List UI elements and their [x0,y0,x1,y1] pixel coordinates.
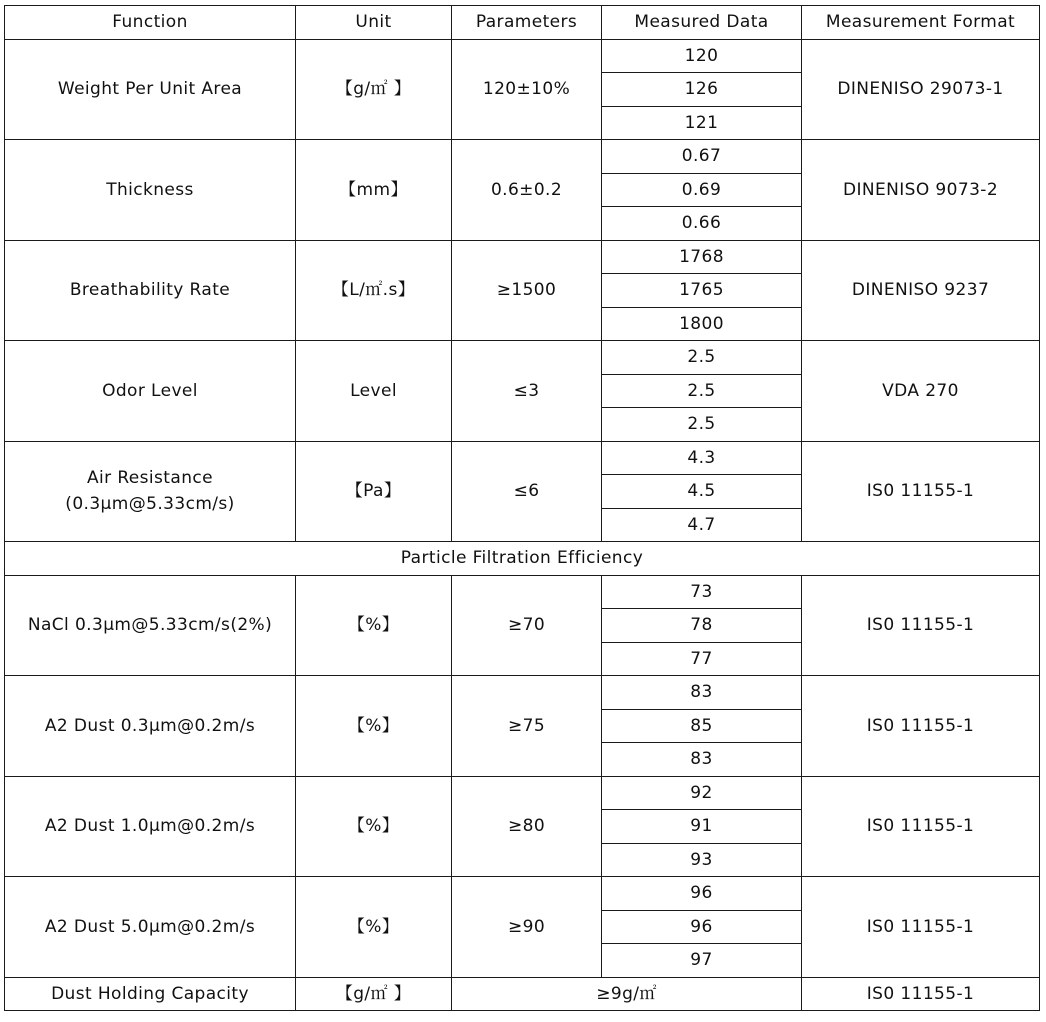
format-cell: IS0 11155-1 [802,877,1040,978]
measured-cell: 2.5 [602,341,802,375]
function-cell: Odor Level [5,341,296,442]
measured-cell: 91 [602,810,802,844]
measured-cell: 1765 [602,274,802,308]
measured-cell: 77 [602,642,802,676]
measured-cell: 85 [602,709,802,743]
measured-cell: 93 [602,843,802,877]
measured-cell: 73 [602,575,802,609]
header-unit: Unit [296,6,452,40]
section-title: Particle Filtration Efficiency [5,542,1040,576]
unit-cell: 【%】 [296,676,452,777]
measured-cell: 126 [602,73,802,107]
function-line-1: Air Resistance [87,468,213,489]
format-cell: VDA 270 [802,341,1040,442]
table-row [5,575,1040,609]
header-measurement-format: Measurement Format [802,6,1040,40]
format-cell: IS0 11155-1 [802,575,1040,676]
unit-cell: 【g/㎡ 】 [296,977,452,1011]
format-cell: DINENISO 29073-1 [802,39,1040,140]
table-row [5,39,1040,73]
parameters-cell: 120±10% [452,39,602,140]
unit-cell: 【%】 [296,575,452,676]
measured-cell: 1768 [602,240,802,274]
parameters-cell: ≥1500 [452,240,602,341]
table-row [5,240,1040,274]
measured-cell: 97 [602,944,802,978]
measured-cell: 0.67 [602,140,802,174]
measured-cell: 120 [602,39,802,73]
measured-cell: 78 [602,609,802,643]
format-cell: DINENISO 9237 [802,240,1040,341]
parameters-cell: ≤6 [452,441,602,542]
function-cell: Dust Holding Capacity [5,977,296,1011]
table-row [5,776,1040,810]
spec-table [4,5,1040,1011]
function-cell: NaCl 0.3μm@5.33cm/s(2%) [5,575,296,676]
table-row [5,441,1040,475]
unit-cell: Level [296,341,452,442]
function-cell: A2 Dust 5.0μm@0.2m/s [5,877,296,978]
function-cell: A2 Dust 1.0μm@0.2m/s [5,776,296,877]
measured-cell: 1800 [602,307,802,341]
format-cell: IS0 11155-1 [802,676,1040,777]
measured-cell: 4.3 [602,441,802,475]
parameters-cell: ≥75 [452,676,602,777]
format-cell: DINENISO 9073-2 [802,140,1040,241]
unit-cell: 【%】 [296,877,452,978]
header-function: Function [5,6,296,40]
parameters-cell: ≥80 [452,776,602,877]
measured-cell: 0.69 [602,173,802,207]
parameters-cell: 0.6±0.2 [452,140,602,241]
measured-cell: 2.5 [602,408,802,442]
header-parameters: Parameters [452,6,602,40]
unit-cell: 【g/㎡ 】 [296,39,452,140]
header-row [5,6,1040,40]
table-row [5,341,1040,375]
table-row [5,676,1040,710]
header-measured-data: Measured Data [602,6,802,40]
value-cell: ≥9g/㎡ [452,977,802,1011]
unit-cell: 【%】 [296,776,452,877]
parameters-cell: ≥70 [452,575,602,676]
measured-cell: 96 [602,877,802,911]
measured-cell: 4.5 [602,475,802,509]
format-cell: IS0 11155-1 [802,441,1040,542]
measured-cell: 121 [602,106,802,140]
measured-cell: 0.66 [602,207,802,241]
unit-cell: 【Pa】 [296,441,452,542]
measured-cell: 4.7 [602,508,802,542]
format-cell: IS0 11155-1 [802,977,1040,1011]
measured-cell: 83 [602,676,802,710]
measured-cell: 2.5 [602,374,802,408]
unit-cell: 【mm】 [296,140,452,241]
function-cell: Breathability Rate [5,240,296,341]
function-cell: Thickness [5,140,296,241]
table-row [5,977,1040,1011]
parameters-cell: ≥90 [452,877,602,978]
function-cell: A2 Dust 0.3μm@0.2m/s [5,676,296,777]
function-line-2: (0.3μm@5.33cm/s) [65,494,235,515]
unit-cell: 【L/㎡.s】 [296,240,452,341]
table-row [5,140,1040,174]
section-row [5,542,1040,576]
parameters-cell: ≤3 [452,341,602,442]
function-cell [5,441,296,542]
function-cell: Weight Per Unit Area [5,39,296,140]
measured-cell: 96 [602,910,802,944]
table-row [5,877,1040,911]
measured-cell: 83 [602,743,802,777]
format-cell: IS0 11155-1 [802,776,1040,877]
measured-cell: 92 [602,776,802,810]
